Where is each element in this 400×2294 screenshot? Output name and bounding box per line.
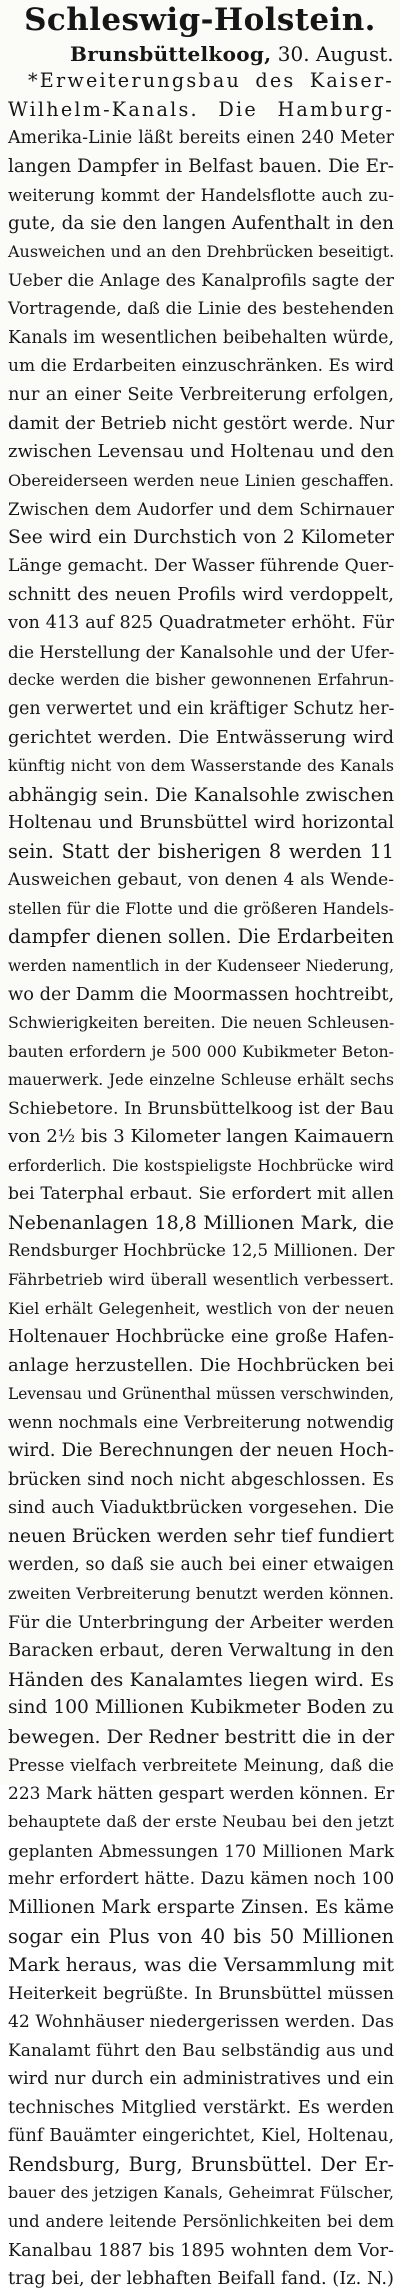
- article-line: stellen für die Flotte und die größeren Handels-: [8, 898, 394, 918]
- article-line: Fährbetrieb wird überall wesentlich verbessert.: [8, 1269, 394, 1289]
- article-line: weiterung kommt der Handelsflotte auch zu-: [8, 185, 394, 206]
- article-line: Heiterkeit begrüßte. In Brunsbüttel müssen: [8, 1983, 394, 2004]
- article-line: anlage herzustellen. Die Hochbrücken bei: [8, 1354, 394, 1376]
- article-line: Länge gemacht. Der Wasser führende Quer-: [8, 556, 394, 577]
- article-line: wird nur durch ein administratives und ein: [8, 2069, 394, 2090]
- article-line: Kanals im wesentlichen beibehalten würde,: [8, 327, 394, 348]
- article-line: dampfer dienen sollen. Die Erdarbeiten: [8, 925, 394, 949]
- article-line: Händen des Kanalamtes liegen wird. Es: [8, 1668, 394, 1691]
- article-line: gute, da sie den langen Aufenthalt in den: [8, 212, 394, 234]
- article-line: zweiten Verbreiterung benutzt werden können.: [8, 1583, 394, 1603]
- article-line: technisches Mitglied verstärkt. Es werden: [8, 2096, 394, 2118]
- dateline: [70, 40, 394, 68]
- article-line: Ausweichen und an den Drehbrücken beseitigt.: [8, 242, 395, 262]
- article-line: trag bei, der lebhaften Beifall fand. (Iz. N.): [8, 2268, 394, 2290]
- article-line: Kanalamt führt den Bau selbständig aus und: [8, 2040, 394, 2061]
- article-line: bauer des jetzigen Kanals, Geheimrat Fülscher,: [8, 2183, 394, 2203]
- article-line: von 2½ bis 3 Kilometer langen Kaimauern: [8, 1126, 394, 1148]
- section-headline: Schleswig-Holstein.: [24, 2, 376, 38]
- article-line: Ausweichen gebaut, von denen 4 als Wende-: [8, 870, 394, 891]
- article-line: Millionen Mark ersparte Zinsen. Es käme: [8, 1897, 394, 1918]
- article-line: Obereiderseen werden neue Linien geschaffen.: [8, 470, 394, 490]
- article-line: zwischen Levensau und Holtenau und den: [8, 441, 395, 463]
- article-line: Kanalbau 1887 bis 1895 wohnten dem Vor-: [8, 2240, 394, 2261]
- dateline-date: 30. August.: [277, 42, 394, 66]
- article-line: werden namentlich in der Kudenseer Niederung,: [8, 956, 394, 975]
- article-line: 42 Wohnhäuser niedergerissen werden. Das: [8, 2012, 394, 2033]
- article-line: sind 100 Millionen Kubikmeter Boden zu: [8, 1697, 394, 1719]
- article-line: Wilhelm-Kanals. Die Hamburg-: [8, 97, 394, 121]
- article-line: Vortragende, daß die Linie des bestehenden: [8, 299, 394, 320]
- article-line: Presse vielfach verbreitete Meinung, daß die: [8, 1755, 394, 1776]
- article-line: *Erweiterungsbau des Kaiser-: [28, 69, 394, 92]
- article-line: die Herstellung der Kanalsohle und der Ufer-: [8, 641, 395, 662]
- article-line: und andere leitende Persönlichkeiten bei dem: [8, 2212, 394, 2232]
- article-line: sein. Statt der bisherigen 8 werden 11: [8, 839, 394, 863]
- article-line: gerichtet werden. Die Entwässerung wird: [8, 726, 394, 748]
- article-line: Holtenau und Brunsbüttel wird horizontal: [8, 812, 394, 834]
- article-line: werden, so daß sie auch bei einer etwaigen: [8, 1555, 394, 1576]
- article-line: wenn nochmals eine Verbreiterung notwendig: [8, 1412, 394, 1432]
- article-line: Nebenanlagen 18,8 Millionen Mark, die: [8, 1211, 394, 1234]
- article-line: neuen Brücken werden sehr tief fundiert: [8, 1525, 395, 1547]
- article-line: behauptete daß der erste Neubau bei den jetzt: [8, 1812, 394, 1832]
- article-line: wird. Die Berechnungen der neuen Hoch-: [8, 1440, 394, 1462]
- article-line: fünf Bauämter eingerichtet, Kiel, Holtenau,: [8, 2126, 394, 2147]
- article-line: Zwischen dem Audorfer und dem Schirnauer: [8, 499, 394, 520]
- article-line: bei Taterphal erbaut. Sie erfordert mit allen: [8, 1184, 394, 1205]
- article-line: langen Dampfer in Belfast bauen. Die Er-: [8, 155, 394, 177]
- article-line: Ueber die Anlage des Kanalprofils sagte der: [8, 270, 394, 291]
- article-line: brücken sind noch nicht abgeschlossen. Es: [8, 1469, 394, 1490]
- article-line: Rendsburg, Burg, Brunsbüttel. Der Er-: [8, 2152, 394, 2176]
- article-line: von 413 auf 825 Quadratmeter erhöht. Für: [8, 613, 394, 634]
- article-line: sogar ein Plus von 40 bis 50 Millionen: [8, 1924, 394, 1948]
- article-line: Schiebetore. In Brunsbüttelkoog ist der Bau: [8, 1098, 394, 1119]
- article-line: mehr erfordert hätte. Dazu kämen noch 100: [8, 1869, 395, 1890]
- article-line: bewegen. Der Redner bestritt die in der: [8, 1725, 395, 1748]
- article-line: erforderlich. Die kostspieligste Hochbrücke wird: [8, 1156, 394, 1175]
- article-line: um die Erdarbeiten einzuschränken. Es wird: [8, 356, 394, 377]
- article-line: Baracken erbaut, deren Verwaltung in den: [8, 1640, 394, 1662]
- article-line: See wird ein Durchstich von 2 Kilometer: [8, 526, 394, 548]
- article-body: [8, 67, 395, 2290]
- article-line: damit der Betrieb nicht gestört werde. Nur: [8, 413, 395, 434]
- article-line: gen verwertet und ein kräftiger Schutz her-: [8, 699, 395, 720]
- article-line: Rendsburger Hochbrücke 12,5 Millionen. Der: [8, 1241, 395, 1261]
- article-line: bauten erfordern je 500 000 Kubikmeter Beton-: [8, 1041, 394, 1061]
- article-line: 223 Mark hätten gespart werden können. Er: [8, 1783, 395, 1804]
- article-line: Kiel erhält Gelegenheit, westlich von der neuen: [8, 1298, 394, 1318]
- article-line: Schwierigkeiten bereiten. Die neuen Schleusen-: [8, 1013, 395, 1033]
- article-line: sind auch Viaduktbrücken vorgesehen. Die: [8, 1498, 394, 1519]
- article-line: geplanten Abmessungen 170 Millionen Mark: [8, 1840, 394, 1861]
- article-line: Für die Unterbringung der Arbeiter werden: [8, 1612, 394, 1633]
- article-line: Mark heraus, was die Versammlung mit: [8, 1954, 394, 1977]
- article-line: wo der Damm die Moormassen hochtreibt,: [8, 983, 395, 1005]
- dateline-place: Brunsbüttelkoog,: [70, 42, 272, 66]
- article-line: nur an einer Seite Verbreiterung erfolgen,: [8, 384, 394, 406]
- article-line: schnitt des neuen Profils wird verdoppelt,: [8, 583, 394, 605]
- article-line: abhängig sein. Die Kanalsohle zwischen: [8, 783, 395, 806]
- article-line: Levensau und Grünenthal müssen verschwinden,: [8, 1385, 394, 1404]
- article-line: künftig nicht von dem Wasserstande des Kanals: [8, 756, 394, 776]
- article-line: mauerwerk. Jede einzelne Schleuse erhält sechs: [8, 1071, 394, 1090]
- article-line: Holtenauer Hochbrücke eine große Hafen-: [8, 1327, 394, 1348]
- article-line: Amerika-Linie läßt bereits einen 240 Meter: [8, 128, 394, 149]
- article-line: decke werden die bisher gewonnenen Erfahrun-: [8, 671, 394, 690]
